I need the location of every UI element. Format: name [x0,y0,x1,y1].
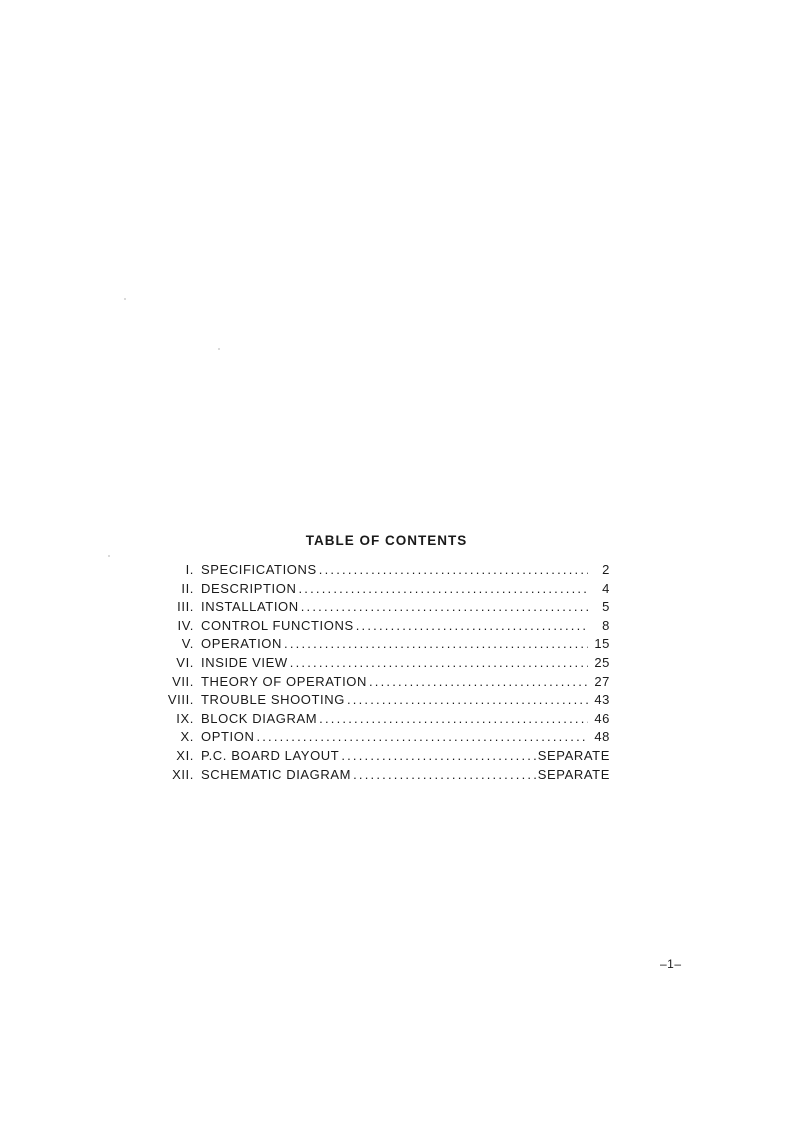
toc-entry-page: 4 [602,580,610,596]
toc-entry-page: SEPARATE [537,747,610,763]
scan-speck [124,298,126,300]
toc-entry-label: P.C. BOARD LAYOUT [201,747,340,763]
toc-entry-number: IV. [177,617,194,633]
toc-entry [150,581,610,600]
toc-entry-number: V. [181,636,194,652]
toc-entry-number: VI. [176,654,194,670]
toc-entry-label: DESCRIPTION [201,580,297,596]
toc-entry-label: THEORY OF OPERATION [201,673,367,689]
dot-leader [256,729,588,744]
toc-entry-number: XI. [176,747,194,763]
toc-entry [150,748,610,767]
toc-entry-page: 25 [594,654,610,670]
toc-entry [150,655,610,674]
toc-entry [150,711,610,730]
toc-entry-label: OPERATION [201,636,283,652]
toc-entry-number: X. [180,729,194,745]
toc-entry-label: INSIDE VIEW [201,654,288,670]
toc-entry-number: IX. [176,710,194,726]
toc-entry-number: VIII. [167,692,194,708]
toc-entry [150,562,610,581]
toc-entry [150,636,610,655]
dot-leader [290,655,588,670]
toc-entry-page: 43 [594,692,610,708]
toc-list [150,562,610,785]
dot-leader [298,581,588,596]
toc-entry-label: INSTALLATION [201,599,299,615]
toc-entry-label: OPTION [201,729,255,745]
toc-entry-page: 27 [594,673,610,689]
toc-entry-page: SEPARATE [537,766,610,782]
toc-entry-label: BLOCK DIAGRAM [201,710,318,726]
toc-entry-page: 2 [602,562,610,577]
toc-entry-page: 46 [594,710,610,726]
toc-entry [150,618,610,637]
dot-leader [319,711,588,726]
toc-entry-page: 8 [602,617,610,633]
toc-entry-label: CONTROL FUNCTIONS [201,617,354,633]
dot-leader [284,636,588,651]
toc-entry [150,767,610,786]
toc-entry-page: 5 [602,599,610,615]
toc-entry [150,692,610,711]
page-title: TABLE OF CONTENTS [305,533,468,549]
scan-speck [218,348,220,350]
dot-leader [319,562,588,577]
dot-leader [356,618,588,633]
toc-entry [150,599,610,618]
toc-entry-number: XII. [172,766,194,782]
toc-entry-number: III. [177,599,194,615]
toc-entry [150,729,610,748]
dot-leader [301,599,588,614]
toc-entry-page: 15 [594,636,610,652]
dot-leader [341,748,535,763]
dot-leader [347,692,588,707]
toc-entry-label: SCHEMATIC DIAGRAM [201,766,352,782]
toc-entry [150,674,610,693]
toc-entry-label: SPECIFICATIONS [201,562,317,577]
toc-entry-number: VII. [172,673,194,689]
toc-entry-label: TROUBLE SHOOTING [201,692,345,708]
scan-speck [108,555,110,557]
dot-leader [369,674,588,689]
toc-entry-number: I. [185,562,194,577]
toc-entry-number: II. [181,580,194,596]
dot-leader [353,767,536,782]
toc-entry-page: 48 [594,729,610,745]
page-number: –1– [660,957,682,971]
